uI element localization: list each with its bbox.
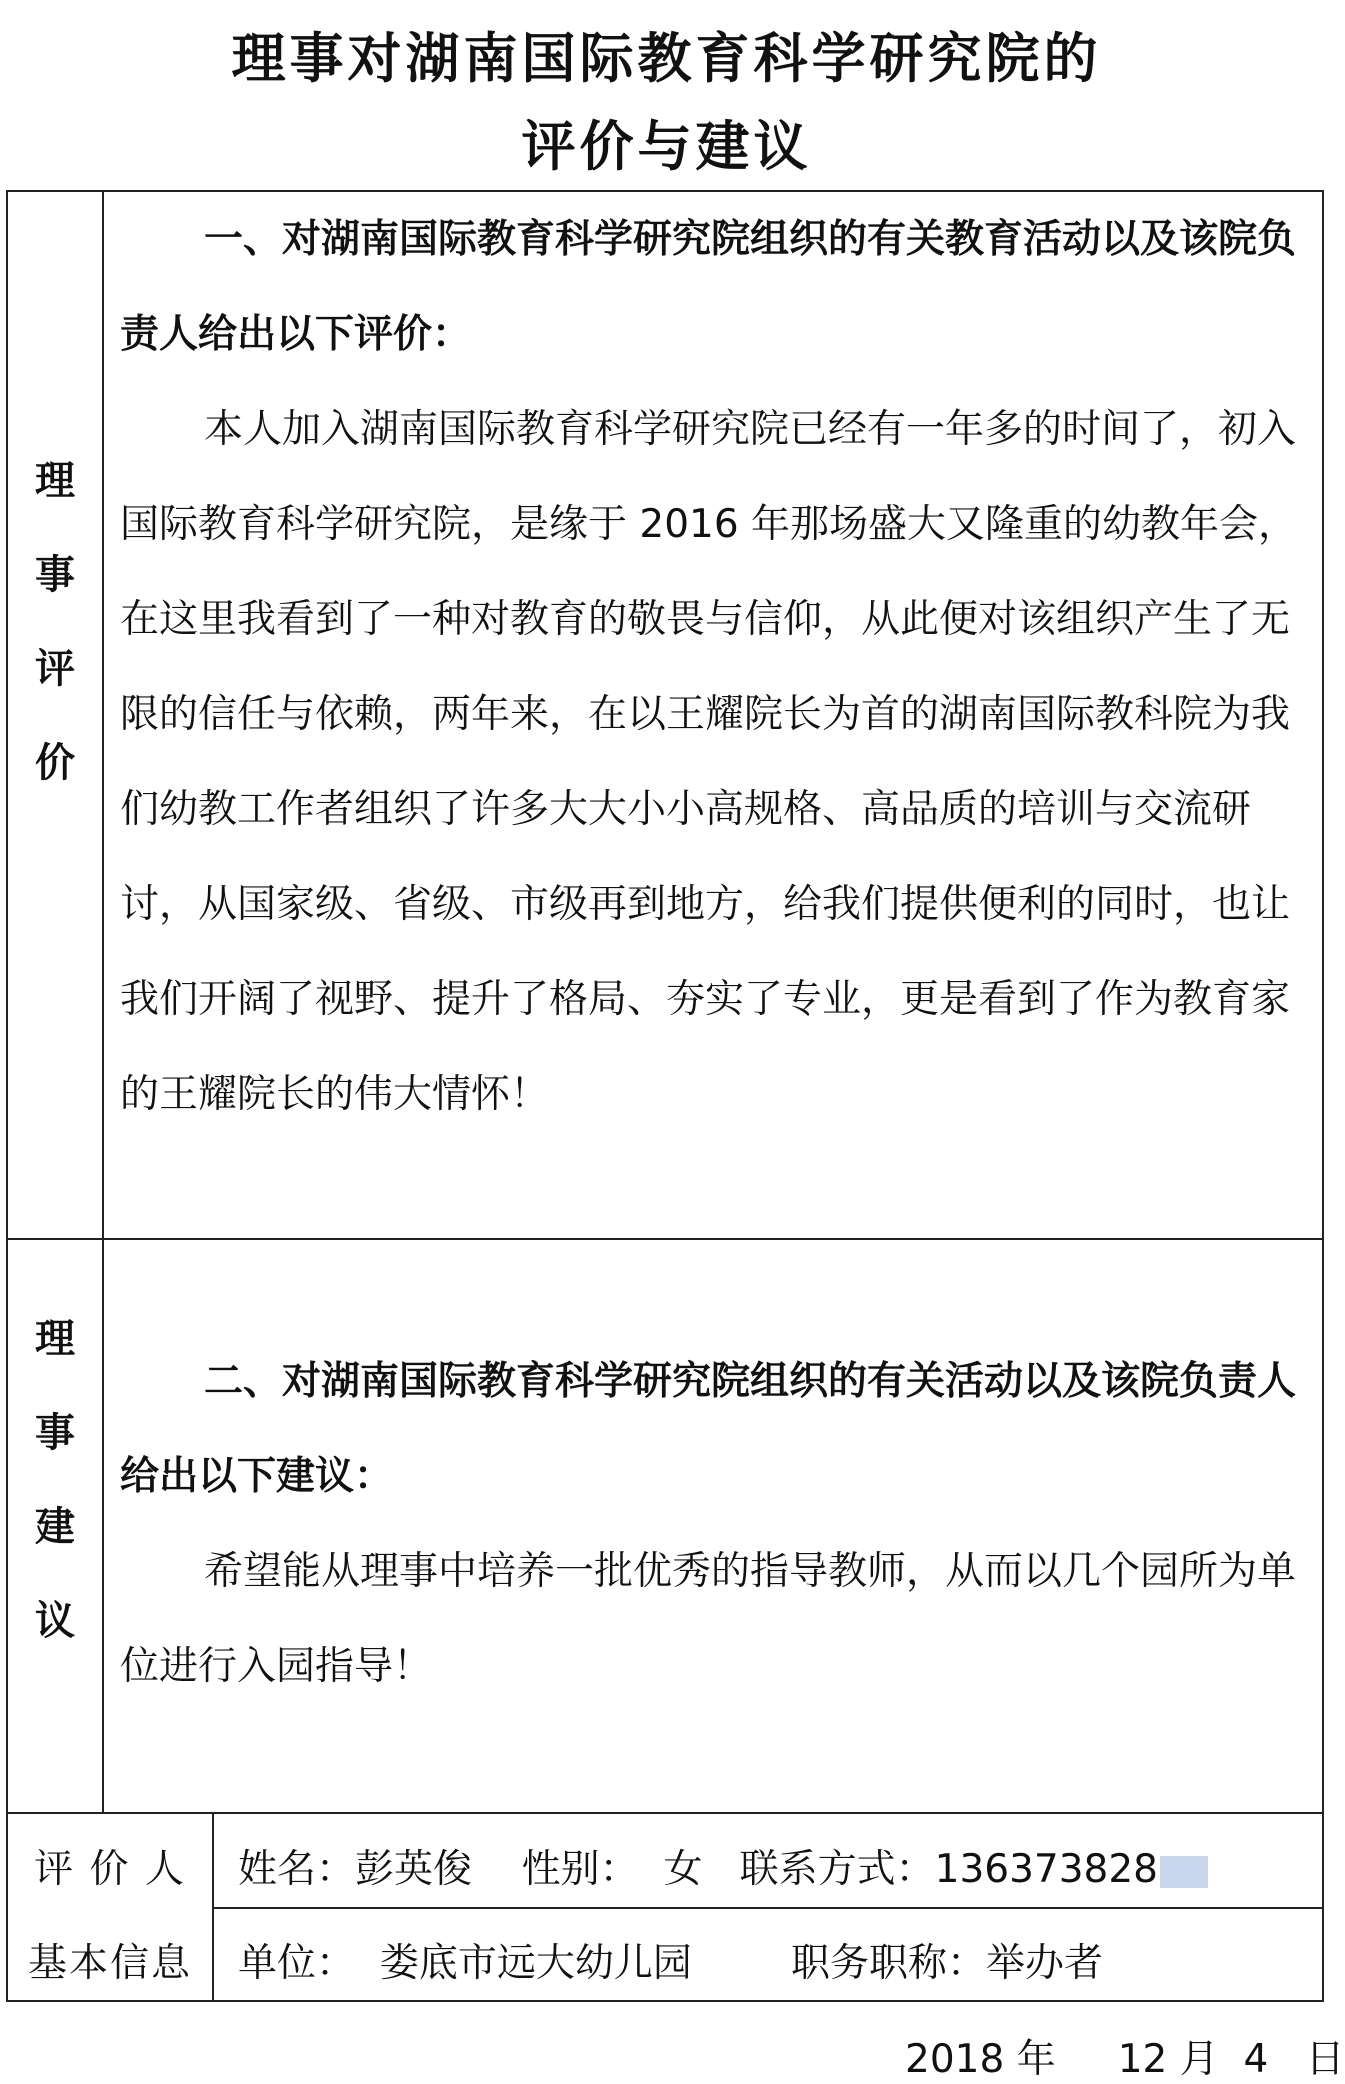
suggestion-side-label [8, 1292, 102, 1668]
redaction-mark [1160, 1856, 1208, 1888]
evaluation-body: 本人加入湖南国际教育科学研究院已经有一年多的时间了，初入国际教育科学研究院，是缘于 2016 年那场盛大又隆重的幼教年会，在这里我看到了一种对教育的敬畏与信仰，从此便对该组织产生了无限的信任与依赖，两年来，在以王耀院长为首的湖南国际教科院为我们幼教工作者组织了许多大大小小高规格、高品质的培训与交流研讨，从国家级、省级、市级再到地方，给我们提供便利的同时，也让我们开阔了视野、提升了格局、夯实了专业，更是看到了作为教育家的王耀院长的伟大情怀！ [120, 407, 1298, 1117]
date-day: 4 [1243, 2037, 1269, 2082]
date-month: 12 [1117, 2037, 1168, 2082]
suggestion-section [120, 1334, 1325, 1714]
evaluation-table [6, 190, 1324, 2002]
date-day-unit: 日 [1305, 2037, 1345, 2082]
contact-label: 联系方式： [739, 1847, 935, 1892]
side-char: 事 [35, 552, 75, 598]
position-label: 职务职称： [791, 1941, 987, 1986]
divider-info-rows [212, 1907, 1322, 1909]
date-year-unit: 年 [1016, 2037, 1056, 2082]
divider-eval-suggest [8, 1238, 1322, 1240]
unit-value: 娄底市远大幼儿园 [379, 1941, 692, 1986]
document-title-line1: 理事对湖南国际教育科学研究院的 [231, 26, 1102, 90]
side-char: 议 [35, 1598, 75, 1644]
evaluator-personal-row [238, 1838, 1208, 1894]
side-char: 价 [35, 740, 75, 786]
divider-side-column [102, 192, 104, 1812]
document-title-line2: 评价与建议 [521, 114, 812, 178]
gender-label: 性别： [521, 1847, 639, 1892]
name-label: 姓名： [238, 1847, 356, 1892]
side-char: 评 [35, 646, 75, 692]
signature-date [905, 2028, 1345, 2084]
side-char: 理 [35, 1316, 75, 1362]
date-month-unit: 月 [1179, 2037, 1219, 2082]
suggestion-body: 希望能从理事中培养一批优秀的指导教师，从而以几个园所为单位进行入园指导！ [120, 1549, 1297, 1689]
divider-suggest-info [8, 1812, 1322, 1814]
unit-label: 单位： [238, 1941, 356, 1986]
evaluator-label-line1: 评 价 人 [34, 1847, 186, 1892]
date-year: 2018 [905, 2037, 1005, 2082]
gender-value: 女 [663, 1847, 703, 1892]
evaluation-section [120, 192, 1325, 1142]
side-char: 建 [35, 1504, 75, 1550]
evaluator-label-line2: 基本信息 [27, 1941, 192, 1986]
suggestion-heading: 二、对湖南国际教育科学研究院组织的有关活动以及该院负责人给出以下建议： [120, 1359, 1297, 1499]
evaluation-heading: 一、对湖南国际教育科学研究院组织的有关教育活动以及该院负责人给出以下评价： [120, 217, 1297, 357]
evaluator-work-row [238, 1932, 1103, 1988]
name-value: 彭英俊 [355, 1847, 473, 1892]
position-value: 举办者 [986, 1941, 1104, 1986]
divider-info-column [212, 1812, 214, 2000]
evaluation-side-label [8, 434, 102, 810]
side-char: 事 [35, 1410, 75, 1456]
contact-value: 136373828 [934, 1847, 1158, 1892]
side-char: 理 [35, 458, 75, 504]
